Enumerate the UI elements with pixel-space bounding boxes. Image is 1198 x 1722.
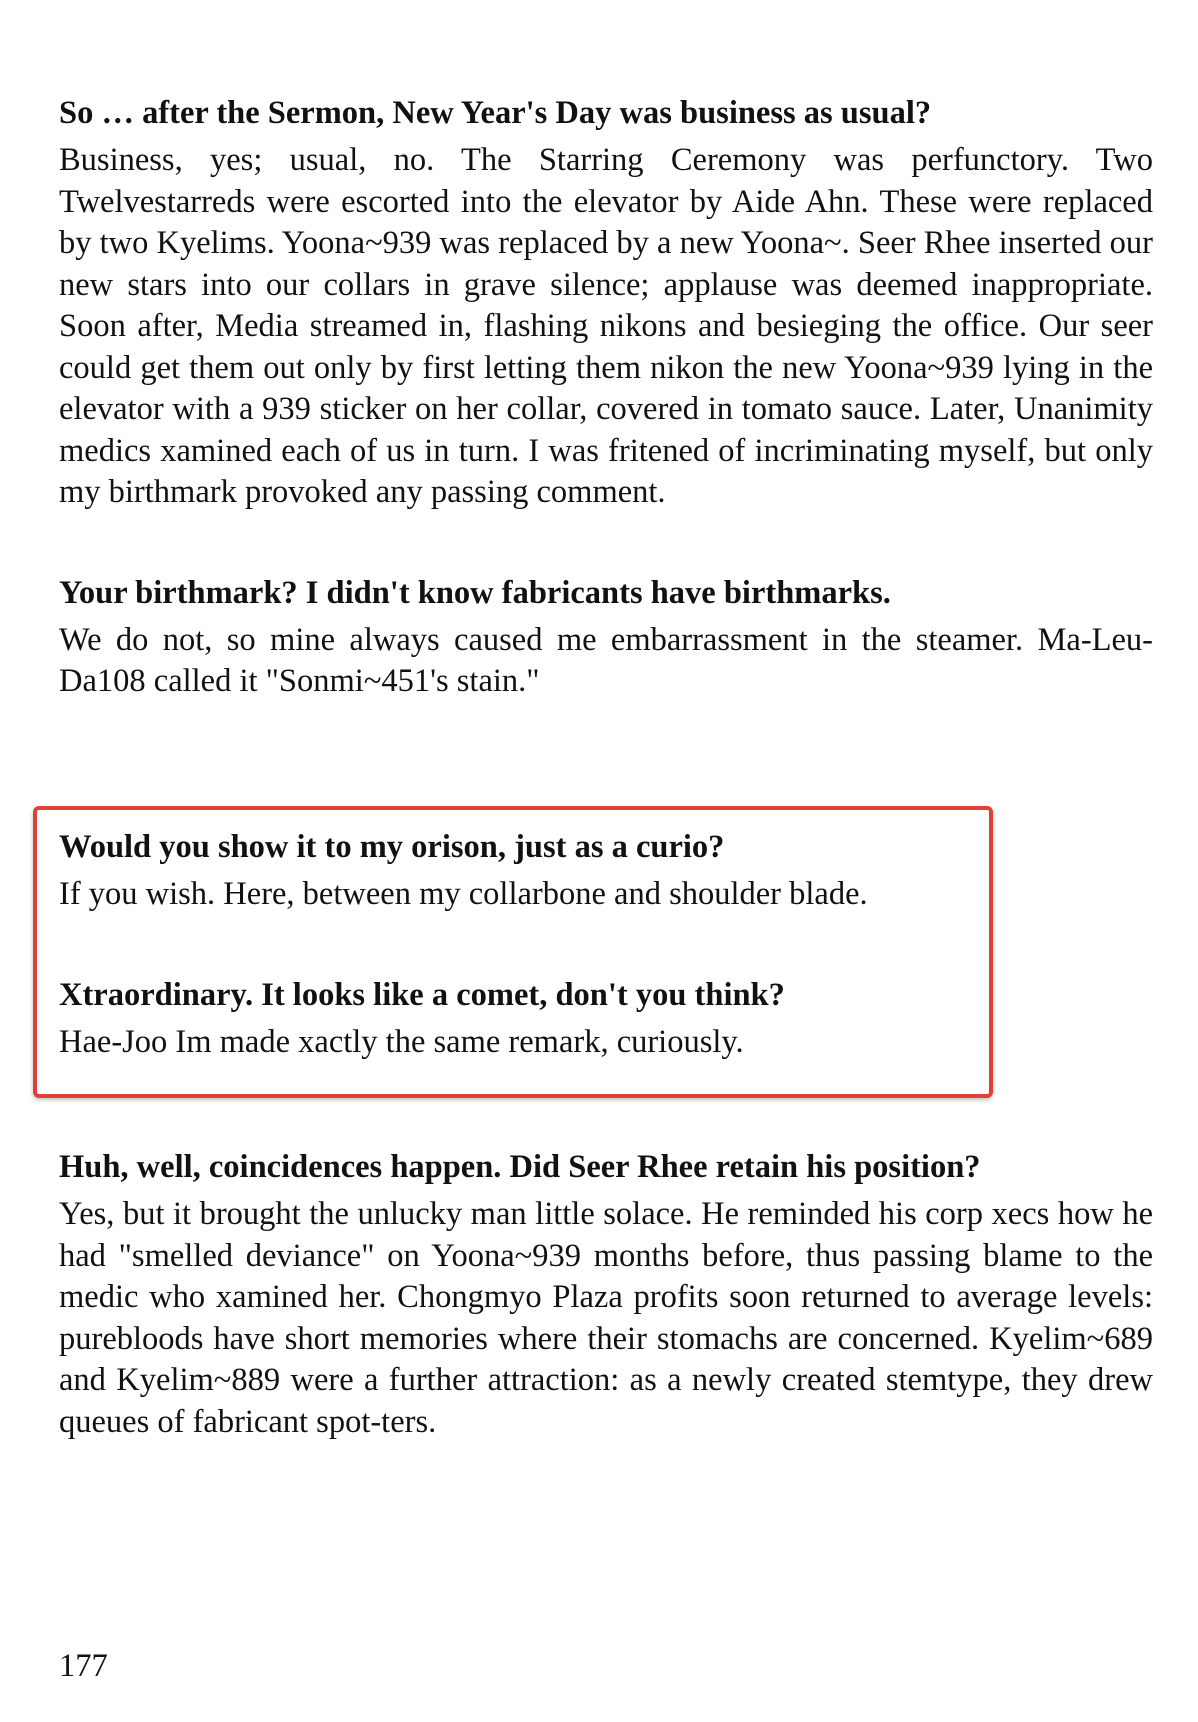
question-3: Would you show it to my orison, just as a curio? bbox=[59, 829, 725, 865]
answer-3: If you wish. Here, between my collarbone and shoulder blade. bbox=[59, 876, 868, 912]
page-body bbox=[59, 92, 1153, 751]
answer-2: We do not, so mine always caused me embarrassment in the steamer. Ma-Leu-Da108 called it "Sonmi~451's stain." bbox=[59, 621, 1153, 699]
highlighted-passage bbox=[59, 826, 989, 1063]
qa-block-1 bbox=[59, 92, 1153, 514]
answer-4: Hae-Joo Im made xactly the same remark, curiously. bbox=[59, 1023, 744, 1060]
answer-1: Business, yes; usual, no. The Starring Ceremony was perfunctory. Two Twelvestarreds were escorted into the elevator by Aide Ahn. These were replaced by two Kyelims. Yoona~939 was replaced by a new Yoona~. Seer Rhee inserted our new stars into our collars in grave silence; applause was deemed inappropriate. Soon after, Media streamed in, flashing nikons and besieging the office. Our seer could get them out only by first letting them nikon the new Yoona~939 lying in the elevator with a 939 sticker on her collar, covered in tomato sauce. Later, Unanimity medics xamined each of us in turn. I was fritened of incriminating myself, but only my birthmark provoked any passing comment. bbox=[59, 142, 1153, 510]
qa-block-4 bbox=[59, 974, 989, 1064]
qa-block-5 bbox=[59, 1146, 1153, 1443]
page-number: 177 bbox=[59, 1648, 108, 1684]
answer-5: Yes, but it brought the unlucky man little solace. He reminded his corp xecs how he had "smelled deviance" on Yoona~939 months before, thus passing blame to the medic who xamined her. Chongmyo Plaza profits soon returned to average levels: purebloods have short memories where their stomachs are concerned. Kyelim~689 and Kyelim~889 were a further attraction: as a newly created stemtype, they drew queues of fabricant spot-ters. bbox=[59, 1196, 1153, 1440]
question-5: Huh, well, coincidences happen. Did Seer Rhee retain his position? bbox=[59, 1149, 981, 1185]
question-4: Xtraordinary. It looks like a comet, don't you think? bbox=[59, 976, 785, 1013]
qa-block-3 bbox=[59, 826, 989, 916]
question-2: Your birthmark? I didn't know fabricants have birthmarks. bbox=[59, 574, 891, 611]
qa-block-2 bbox=[59, 572, 1153, 703]
question-1: So … after the Sermon, New Year's Day was business as usual? bbox=[59, 95, 932, 131]
